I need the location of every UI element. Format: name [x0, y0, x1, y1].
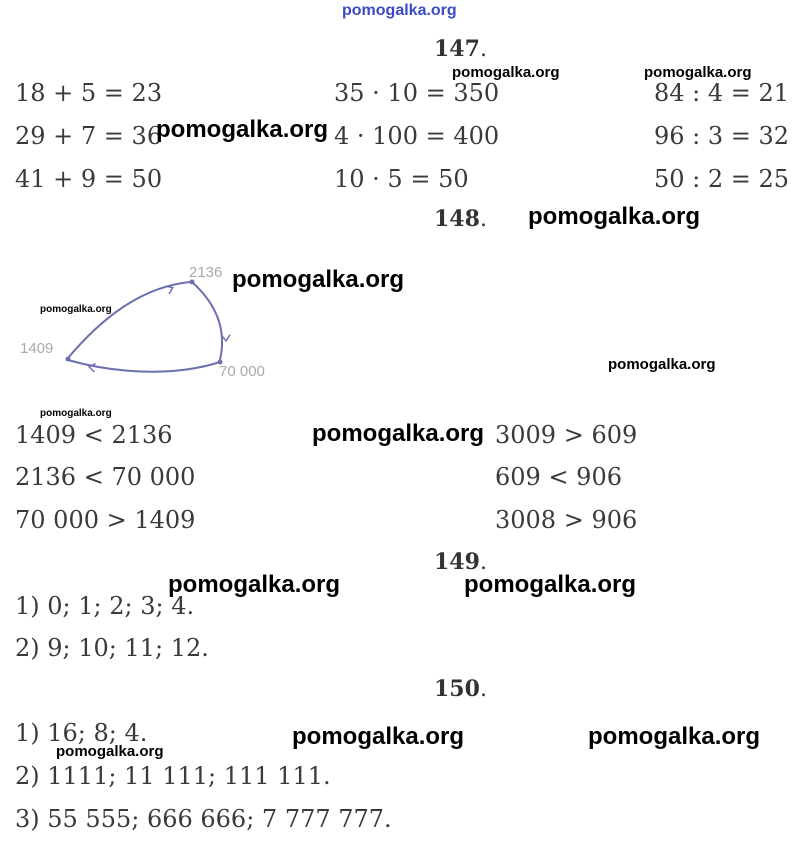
watermark: pomogalka.org — [464, 571, 637, 598]
ex148-col1-line3: 70 000 > 1409 — [15, 506, 196, 534]
watermark: pomogalka.org — [588, 723, 761, 750]
ex147-col1-line2: 29 + 7 = 36 — [15, 122, 163, 150]
watermark: pomogalka.org — [56, 743, 164, 760]
graph-edge-2136-70000 — [192, 282, 222, 360]
graph-edge-70000-1409 — [68, 360, 220, 372]
ex149-line1: 1) 0; 1; 2; 3; 4. — [15, 592, 195, 620]
ex147-col1-line3: 41 + 9 = 50 — [15, 165, 163, 193]
ex147-col3-line1: 84 : 4 = 21 — [654, 79, 790, 107]
ex147-col2-line2: 4 · 100 = 400 — [334, 122, 500, 150]
watermark: pomogalka.org — [312, 420, 485, 447]
watermark: pomogalka.org — [40, 304, 112, 315]
ex147-col2-line1: 35 · 10 = 350 — [334, 79, 500, 107]
ex147-col2-line3: 10 · 5 = 50 — [334, 165, 469, 193]
watermark: pomogalka.org — [168, 571, 341, 598]
ex147-col1-line1: 18 + 5 = 23 — [15, 79, 163, 107]
watermark: pomogalka.org — [232, 266, 405, 293]
graph-label-1409: 1409 — [20, 340, 54, 357]
ex148-col2-line1: 3009 > 609 — [495, 421, 638, 449]
graph-label-70000: 70 000 — [219, 363, 265, 380]
ex150-line1: 1) 16; 8; 4. — [15, 719, 148, 747]
graph-edge-1409-2136 — [68, 282, 190, 358]
graph-node-1409 — [66, 357, 71, 362]
ex150-line3: 3) 55 555; 666 666; 7 777 777. — [15, 805, 392, 833]
ex147-col3-line2: 96 : 3 = 32 — [654, 122, 790, 150]
watermark-top: pomogalka.org — [342, 2, 457, 19]
ex147-col3-line3: 50 : 2 = 25 — [654, 165, 790, 193]
watermark: pomogalka.org — [156, 116, 329, 143]
exercise-147-title: 147. — [434, 36, 487, 62]
ex150-line2: 2) 1111; 11 111; 111 111. — [15, 762, 331, 790]
graph-label-2136: 2136 — [189, 264, 223, 281]
watermark: pomogalka.org — [644, 64, 752, 81]
watermark: pomogalka.org — [452, 64, 560, 81]
exercise-150-title: 150. — [434, 676, 487, 702]
ex148-col1-line2: 2136 < 70 000 — [15, 463, 196, 491]
graph-arrow-2136-70000 — [225, 318, 226, 340]
watermark: pomogalka.org — [40, 408, 112, 419]
exercise-148-title: 148. — [434, 206, 487, 232]
ex149-line2: 2) 9; 10; 11; 12. — [15, 634, 209, 662]
ex148-col2-line3: 3008 > 906 — [495, 506, 638, 534]
watermark: pomogalka.org — [528, 203, 701, 230]
watermark: pomogalka.org — [292, 723, 465, 750]
exercise-149-title: 149. — [434, 549, 487, 575]
ex148-col2-line2: 609 < 906 — [495, 463, 622, 491]
graph-arrow-1409-2136 — [122, 288, 172, 310]
ex148-col1-line1: 1409 < 2136 — [15, 421, 173, 449]
watermark: pomogalka.org — [608, 356, 716, 373]
